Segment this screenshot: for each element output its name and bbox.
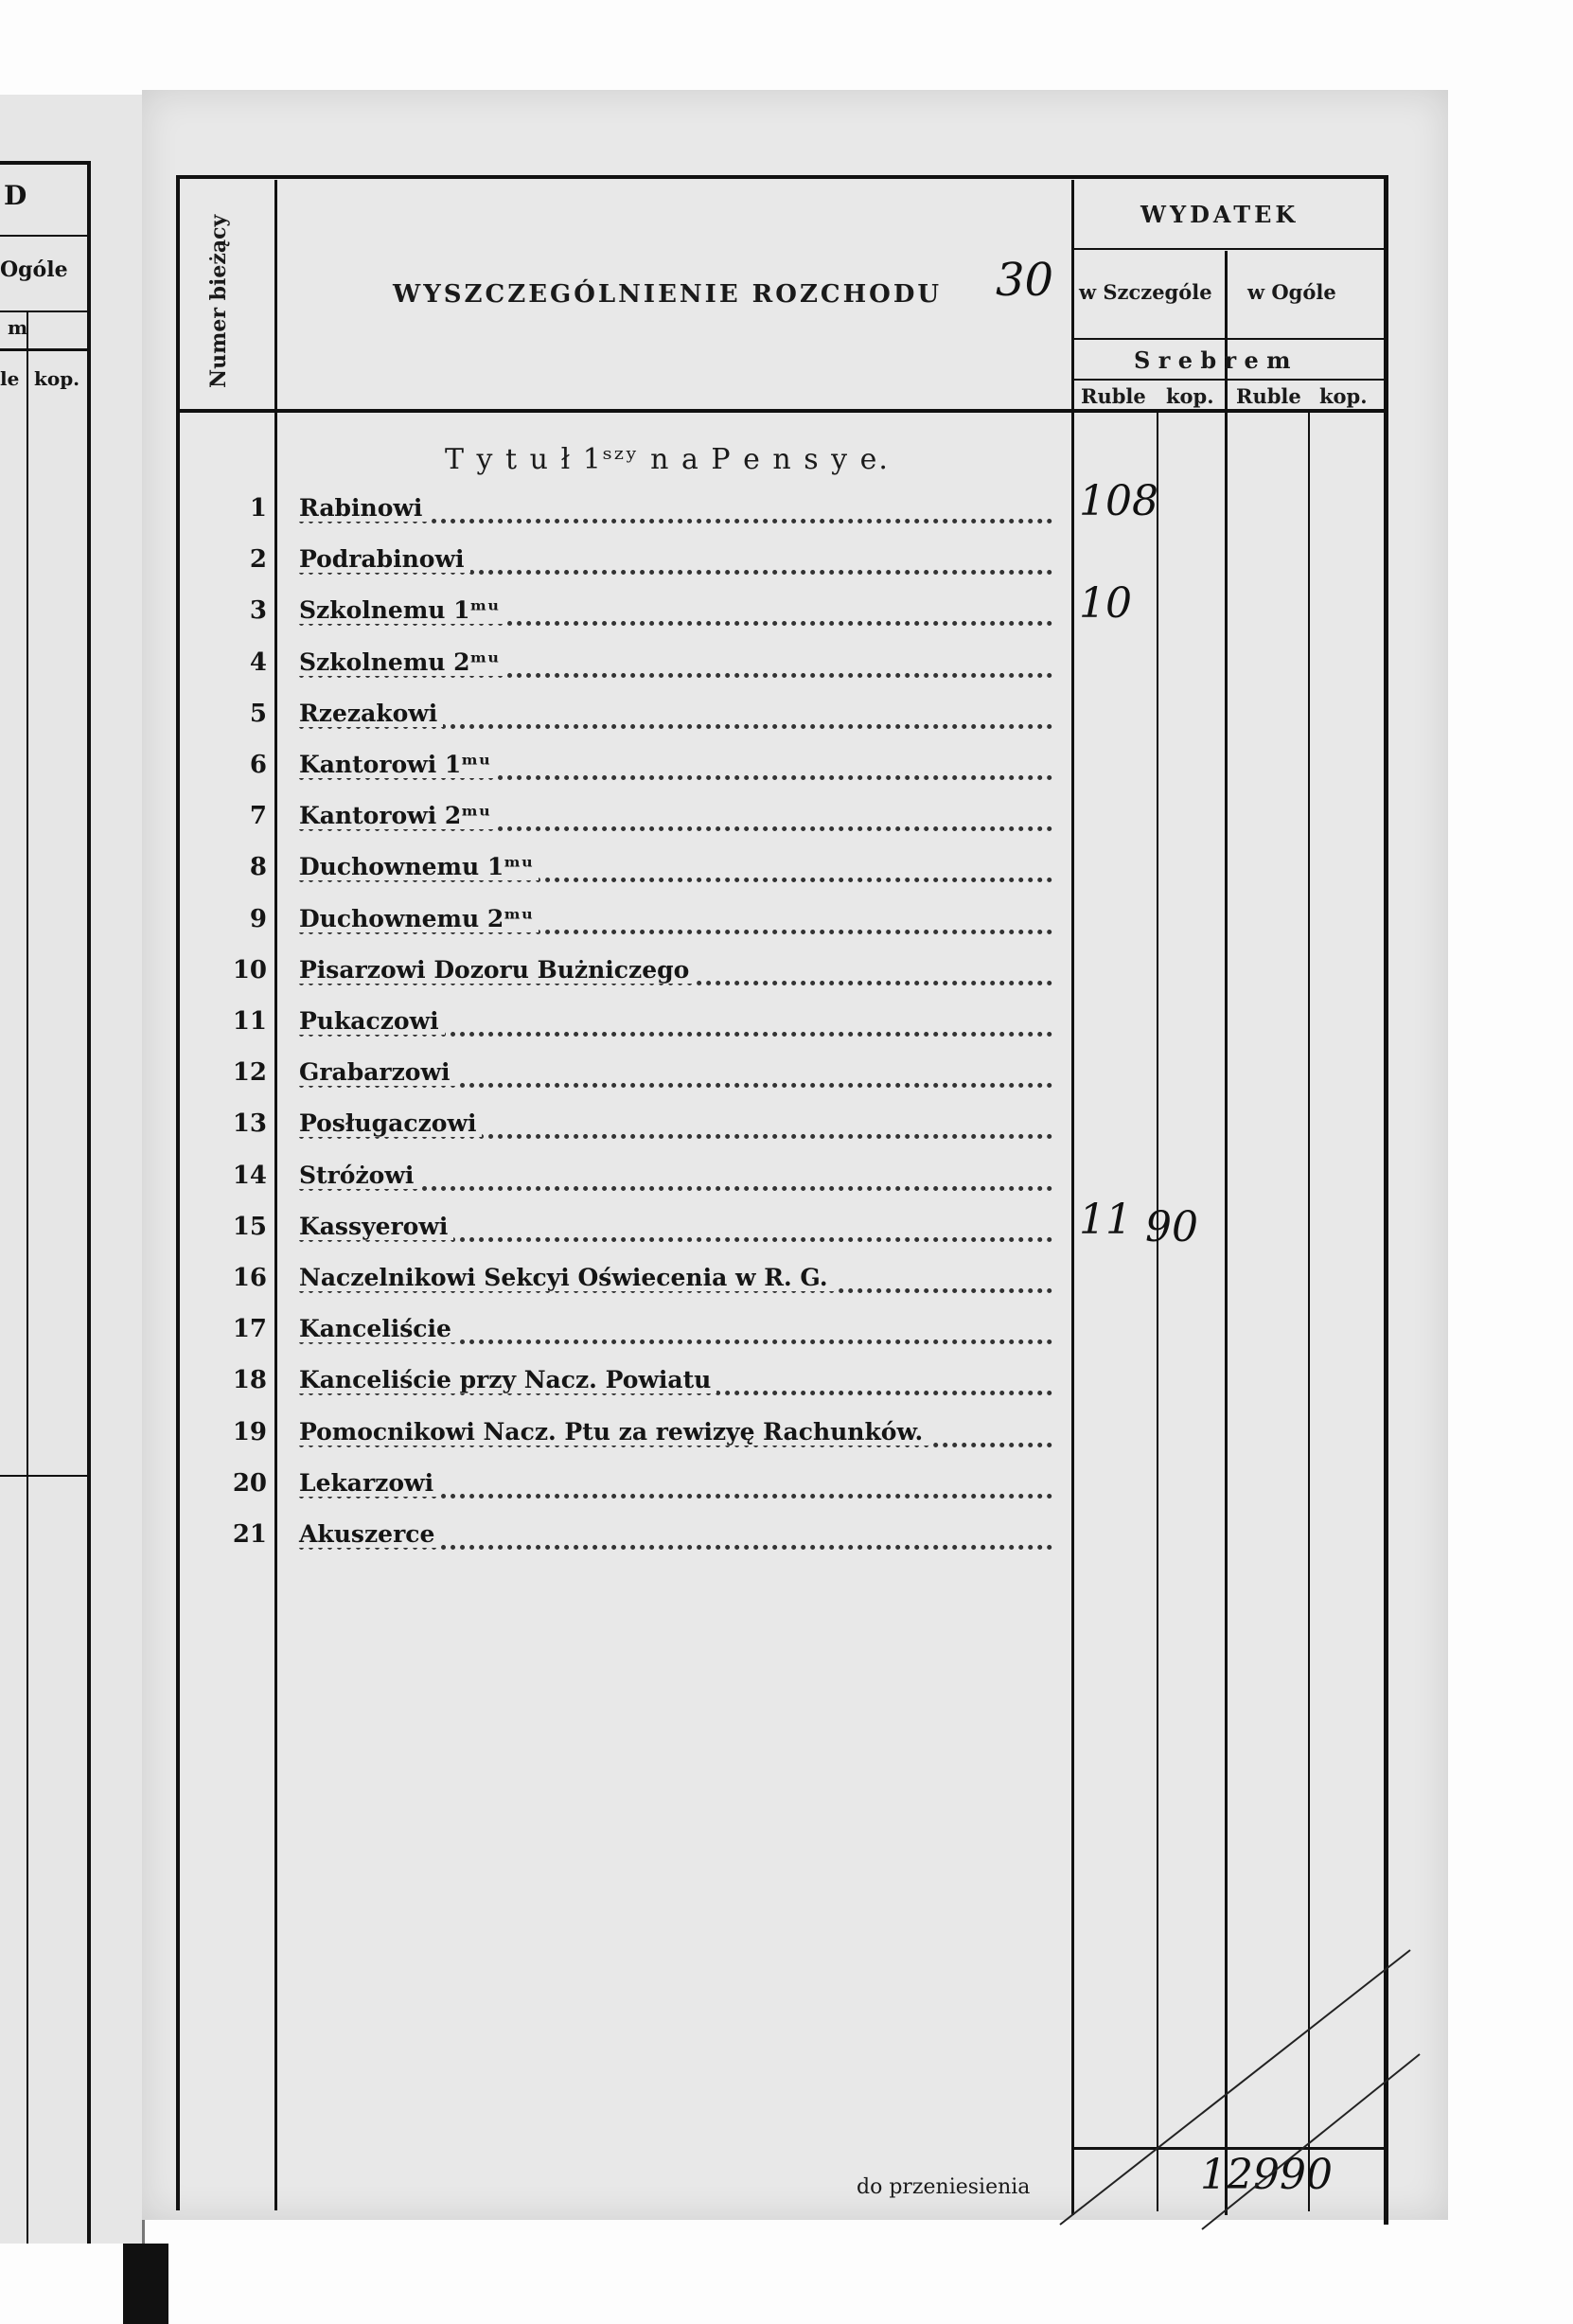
row-number: 8 bbox=[249, 853, 267, 882]
table-row bbox=[218, 1511, 1069, 1562]
wydatek-rule bbox=[1074, 248, 1387, 250]
frame-left-border bbox=[176, 175, 180, 2210]
total-kopeks: 90 bbox=[1280, 2151, 1333, 2199]
szczegole-rule bbox=[1074, 338, 1387, 340]
w-szczegole-header: w Szczególe bbox=[1079, 280, 1212, 304]
row-number: 18 bbox=[232, 1366, 267, 1395]
srebrem-header: S r e b r e m bbox=[1134, 346, 1291, 374]
row-label: Kantorowi 2ᵐᵘ bbox=[299, 802, 497, 829]
row-label: Pomocnikowi Nacz. Ptu za rewizyę Rachunków. bbox=[299, 1418, 928, 1446]
ruble-header-szczegole: Ruble bbox=[1081, 384, 1146, 408]
cancellation-strokes bbox=[1041, 1941, 1439, 2244]
row-number: 16 bbox=[232, 1264, 267, 1292]
row-number: 20 bbox=[232, 1468, 267, 1498]
table-row bbox=[218, 1409, 1069, 1460]
header-bottom-rule bbox=[176, 409, 1387, 413]
row-number: 10 bbox=[232, 955, 267, 985]
table-row bbox=[218, 843, 1069, 895]
kop-header-szczegole: kop. bbox=[1166, 384, 1214, 408]
table-row bbox=[218, 1152, 1069, 1203]
row-number: 7 bbox=[249, 802, 267, 831]
section-title: T y t u ł 1ˢᶻʸ n a P e n s y e. bbox=[445, 443, 890, 476]
left-page-rule bbox=[87, 161, 91, 2244]
description-column-rule bbox=[1071, 180, 1074, 2215]
row-number: 12 bbox=[232, 1058, 267, 1088]
row-label: Pisarzowi Dozoru Bużniczego bbox=[299, 956, 695, 984]
row-label: Duchownemu 2ᵐᵘ bbox=[299, 905, 539, 932]
table-row bbox=[218, 1254, 1069, 1305]
binding-strip bbox=[123, 2244, 168, 2324]
row-label: Kassyerowi bbox=[299, 1213, 453, 1240]
table-row bbox=[218, 639, 1069, 690]
row-label: Duchownemu 1ᵐᵘ bbox=[299, 853, 539, 880]
total-rubles: 129 bbox=[1200, 2151, 1280, 2199]
row-number: 3 bbox=[249, 596, 267, 626]
frame-right-border bbox=[1384, 175, 1388, 2225]
table-row bbox=[218, 792, 1069, 843]
table-row bbox=[218, 1460, 1069, 1511]
left-page-rule bbox=[0, 348, 90, 351]
table-row bbox=[218, 485, 1069, 536]
row-number: 11 bbox=[232, 1007, 267, 1036]
row-number: 17 bbox=[232, 1315, 267, 1344]
table-row bbox=[218, 947, 1069, 998]
row-label: Grabarzowi bbox=[299, 1058, 455, 1086]
row-amount-rubles: 10 bbox=[1079, 579, 1132, 629]
row-number: 6 bbox=[249, 751, 267, 779]
left-page-header-ogole: Ogóle bbox=[0, 257, 68, 282]
frame-top-border bbox=[176, 175, 1387, 179]
handwritten-page-number: 30 bbox=[996, 254, 1054, 307]
table-row bbox=[218, 1357, 1069, 1408]
left-page-col-kop: kop. bbox=[34, 367, 80, 390]
row-label: Pukaczowi bbox=[299, 1007, 445, 1035]
left-page-rule bbox=[0, 310, 90, 312]
row-amount-kopeks: 90 bbox=[1145, 1202, 1198, 1251]
row-number: 4 bbox=[249, 648, 267, 677]
row-label: Kantorowi 1ᵐᵘ bbox=[299, 751, 497, 778]
wydatek-header: WYDATEK bbox=[1140, 201, 1299, 228]
left-page-header-m: m bbox=[8, 316, 28, 339]
row-label: Naczelnikowi Sekcyi Oświecenia w R. G. bbox=[299, 1264, 834, 1291]
row-label: Lekarzowi bbox=[299, 1469, 439, 1497]
table-row bbox=[218, 1203, 1069, 1254]
row-number: 13 bbox=[232, 1109, 267, 1139]
row-label: Posługaczowi bbox=[299, 1109, 482, 1137]
table-row bbox=[218, 690, 1069, 741]
left-page-fragment bbox=[0, 95, 145, 2244]
numer-biezacy-label: Numer bieżący bbox=[206, 214, 231, 388]
row-number: 2 bbox=[249, 545, 267, 575]
row-label: Kanceliście przy Nacz. Powiatu bbox=[299, 1366, 716, 1393]
table-row bbox=[218, 536, 1069, 587]
left-page-col-le: le bbox=[0, 367, 20, 390]
row-number: 19 bbox=[232, 1417, 267, 1446]
left-page-rule bbox=[0, 1475, 90, 1477]
ruble-header-ogole: Ruble bbox=[1236, 384, 1301, 408]
row-label: Szkolnemu 1ᵐᵘ bbox=[299, 596, 505, 624]
row-number: 14 bbox=[232, 1161, 267, 1190]
left-page-rule bbox=[0, 161, 90, 165]
table-row bbox=[218, 1305, 1069, 1357]
left-page-header-letter: D bbox=[4, 180, 27, 211]
row-label: Stróżowi bbox=[299, 1162, 419, 1189]
row-number: 9 bbox=[249, 904, 267, 933]
table-row bbox=[218, 998, 1069, 1049]
page-title: WYSZCZEGÓLNIENIE ROZCHODU bbox=[393, 280, 943, 309]
table-row bbox=[218, 741, 1069, 792]
table-row bbox=[218, 1049, 1069, 1100]
row-number: 5 bbox=[249, 699, 267, 728]
row-label: Rzezakowi bbox=[299, 700, 443, 727]
left-page-rule bbox=[27, 312, 28, 2244]
row-amount-rubles: 11 bbox=[1079, 1195, 1132, 1244]
row-number: 15 bbox=[232, 1212, 267, 1241]
szczegole-ogole-rule bbox=[1225, 251, 1228, 2215]
row-number: 21 bbox=[232, 1520, 267, 1549]
table-row bbox=[218, 587, 1069, 638]
row-amount-rubles: 108 bbox=[1079, 477, 1158, 525]
table-row bbox=[218, 896, 1069, 947]
row-label: Kanceliście bbox=[299, 1315, 457, 1342]
carry-forward-label: do przeniesienia bbox=[857, 2175, 1031, 2199]
row-label: Szkolnemu 2ᵐᵘ bbox=[299, 648, 505, 676]
srebrem-rule bbox=[1074, 379, 1387, 381]
table-row bbox=[218, 1100, 1069, 1151]
row-label: Rabinowi bbox=[299, 494, 428, 522]
row-label: Akuszerce bbox=[299, 1520, 440, 1548]
left-page-rule bbox=[0, 235, 90, 237]
w-ogole-header: w Ogóle bbox=[1247, 280, 1336, 304]
row-number: 1 bbox=[249, 494, 267, 523]
row-label: Podrabinowi bbox=[299, 545, 470, 573]
kop-header-ogole: kop. bbox=[1319, 384, 1368, 408]
